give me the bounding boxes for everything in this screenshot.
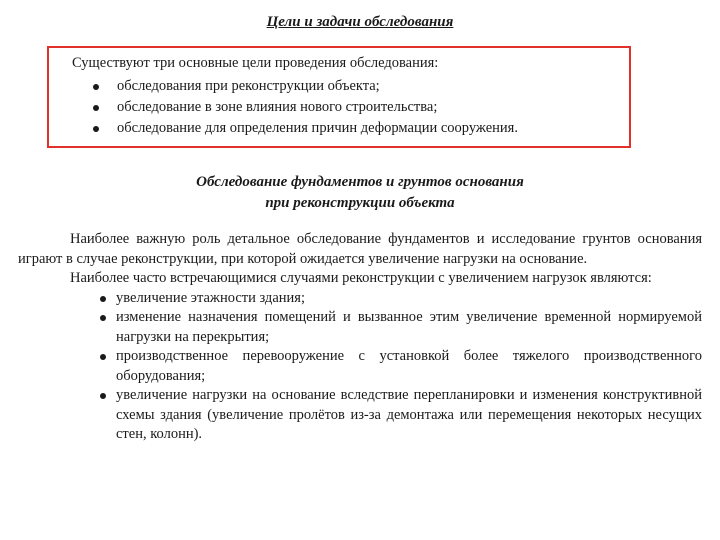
goals-list-item-text: обследование в зоне влияния нового строительства; xyxy=(117,99,438,115)
list-item xyxy=(18,347,702,386)
bullet-icon xyxy=(93,105,99,111)
list-item-text: увеличение этажности здания; xyxy=(116,289,305,306)
bullet-icon xyxy=(100,315,106,321)
goals-list-item xyxy=(89,76,518,97)
list-item-text: увеличение нагрузки на основание вследствие перепланировки и изменения конструктивной схемы здания (увеличение пролётов из-за демонтажа или перемещения некоторых несущих стен, колонн). xyxy=(116,387,702,442)
section-title-line1: Обследование фундаментов и грунтов основания xyxy=(196,174,524,190)
list-item-text: изменение назначения помещений и вызванное этим увеличение временной нормируемой нагрузки на перекрытия; xyxy=(116,309,702,345)
bullet-icon xyxy=(100,393,106,399)
section-body xyxy=(18,230,702,445)
goals-list-item xyxy=(89,118,518,139)
reconstruction-cases-list xyxy=(18,289,702,445)
bullet-icon xyxy=(100,296,106,302)
section-title-line2: при реконструкции объекта xyxy=(265,195,455,211)
goals-intro: Существуют три основные цели проведения обследования: xyxy=(72,55,439,71)
paragraph-1: Наиболее важную роль детальное обследование фундаментов и исследование грунтов основания играют в случае реконструкции, при которой ожидается увеличение нагрузки на основание. xyxy=(18,231,702,267)
goals-list-item xyxy=(89,97,518,118)
bullet-icon xyxy=(93,126,99,132)
list-item-text: производственное перевооружение с установкой более тяжелого производственного оборудования; xyxy=(116,348,702,384)
section-title xyxy=(0,172,720,214)
goals-list-item-text: обследования при реконструкции объекта; xyxy=(117,78,380,94)
list-item xyxy=(18,386,702,445)
goals-list xyxy=(89,76,518,139)
goals-highlight-box xyxy=(47,46,631,148)
page-title: Цели и задачи обследования xyxy=(266,14,454,30)
paragraph-2: Наиболее часто встречающимися случаями реконструкции с увеличением нагрузок являются: xyxy=(70,270,652,286)
list-item xyxy=(18,289,702,309)
bullet-icon xyxy=(93,84,99,90)
goals-list-item-text: обследование для определения причин деформации сооружения. xyxy=(117,120,518,136)
list-item xyxy=(18,308,702,347)
bullet-icon xyxy=(100,354,106,360)
